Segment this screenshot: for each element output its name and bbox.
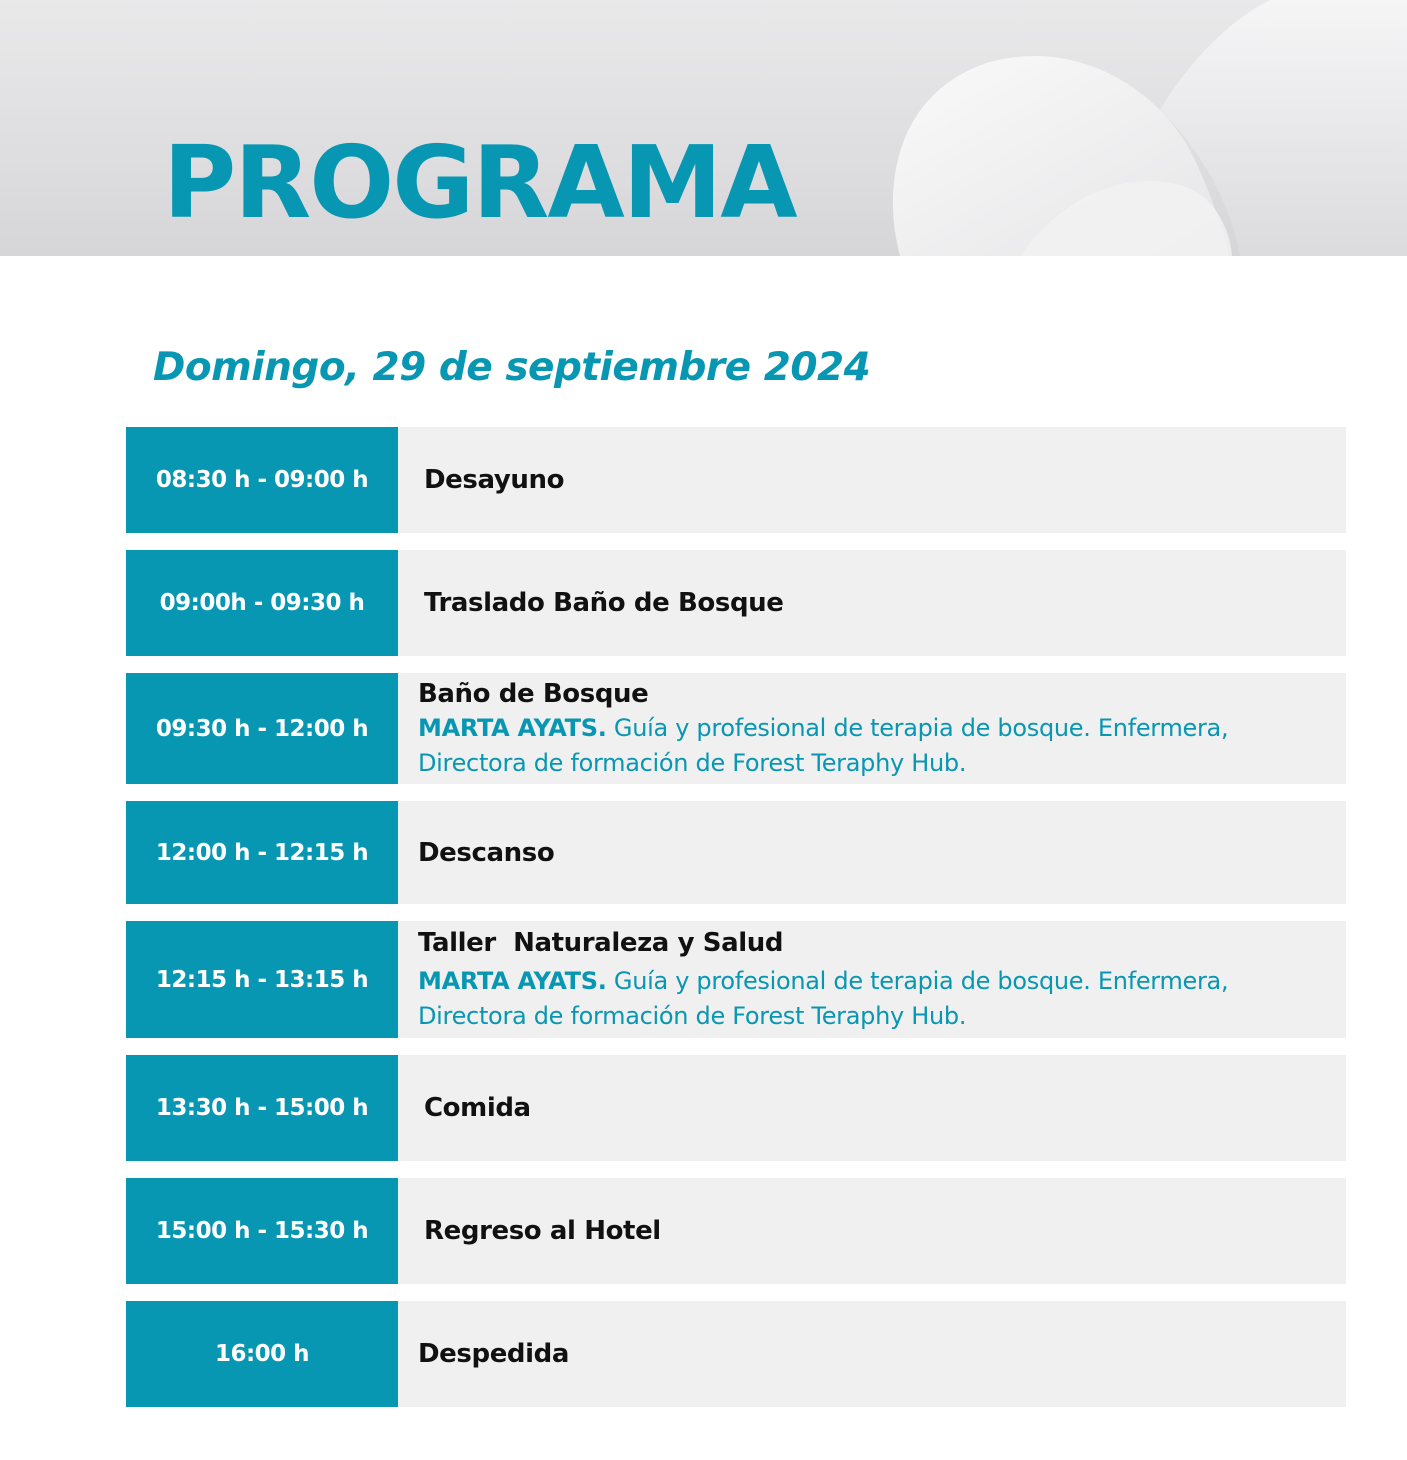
speaker-name: MARTA AYATS. [418,713,607,742]
time-cell: 09:30 h - 12:00 h [126,673,398,784]
schedule-row [126,1178,1346,1284]
time-cell: 08:30 h - 09:00 h [126,427,398,533]
schedule-row [126,427,1346,533]
activity-title: Taller Naturaleza y Salud [418,927,784,958]
header-banner [0,0,1407,256]
schedule-row [126,550,1346,656]
activity-title: Comida [424,1093,531,1123]
time-cell: 09:00h - 09:30 h [126,550,398,656]
speaker-bio: Guía y profesional de terapia de bosque. Enfermera, Directora de formación de Forest Teraphy Hub. [418,966,1229,1030]
activity-cell [398,427,1346,533]
activity-title: Descanso [418,837,555,868]
time-cell: 12:00 h - 12:15 h [126,801,398,904]
activity-title: Baño de Bosque [418,678,649,709]
activity-description [418,964,1326,1034]
schedule-row [126,921,1346,1038]
activity-cell [398,801,1346,904]
day-title: Domingo, 29 de septiembre 2024 [153,345,871,390]
time-cell: 12:15 h - 13:15 h [126,921,398,1038]
time-cell: 16:00 h [126,1301,398,1407]
speaker-name: MARTA AYATS. [418,966,607,995]
activity-cell [398,1055,1346,1161]
schedule-table [126,427,1346,1407]
time-cell: 13:30 h - 15:00 h [126,1055,398,1161]
activity-cell [398,1178,1346,1284]
page-title: PROGRAMA [163,124,796,241]
activity-title: Regreso al Hotel [424,1216,661,1246]
time-cell: 15:00 h - 15:30 h [126,1178,398,1284]
activity-title: Traslado Baño de Bosque [424,588,784,618]
activity-cell [398,921,1346,1038]
schedule-row [126,1301,1346,1407]
activity-title: Despedida [418,1339,570,1369]
speaker-bio: Guía y profesional de terapia de bosque. Enfermera, Directora de formación de Forest Teraphy Hub. [418,713,1229,777]
schedule-row [126,673,1346,784]
schedule-row [126,801,1346,904]
activity-description [418,711,1326,781]
schedule-row [126,1055,1346,1161]
activity-cell [398,550,1346,656]
activity-cell [398,673,1346,784]
activity-title: Desayuno [424,465,565,495]
activity-cell [398,1301,1346,1407]
